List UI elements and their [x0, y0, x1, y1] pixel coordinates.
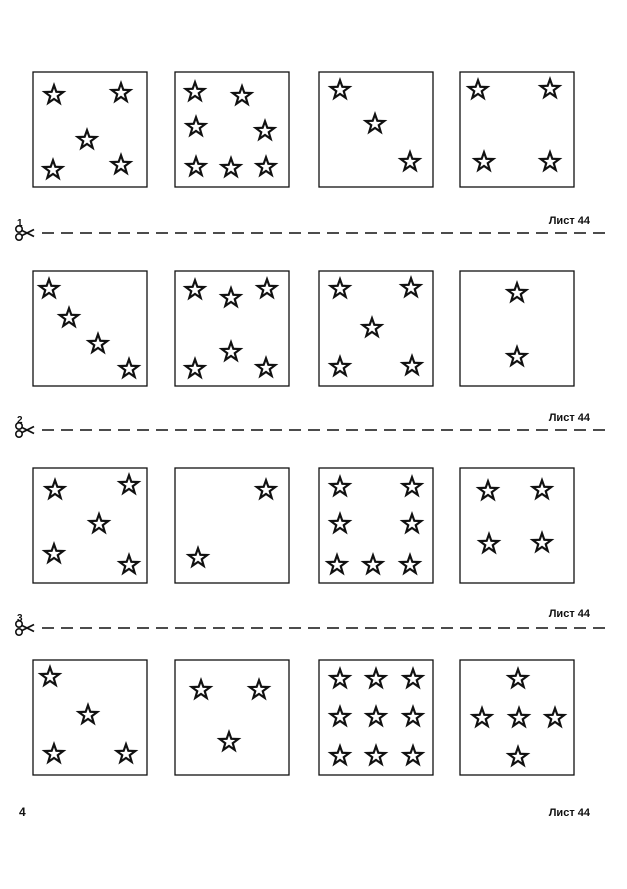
cut-line[interactable] [16, 412, 610, 437]
card-frame [175, 660, 289, 775]
card-row [33, 271, 574, 386]
star-icon [41, 157, 66, 181]
star-icon [109, 152, 134, 176]
cut-line[interactable] [16, 608, 610, 635]
star-icon [117, 472, 142, 496]
star-icon [401, 704, 426, 728]
star-icon [219, 339, 244, 363]
star-icon [364, 666, 389, 690]
cut-line-number: 3 [17, 613, 23, 624]
cut-line-number: 1 [17, 218, 23, 229]
star-icon [538, 76, 563, 100]
star-icon [538, 149, 563, 173]
star-icon [42, 541, 67, 565]
star-icon [117, 356, 142, 380]
star-icon [328, 77, 353, 101]
star-icon [505, 280, 530, 304]
star-icon [400, 474, 425, 498]
star-icon [506, 666, 531, 690]
star-icon [507, 705, 532, 729]
sheet-label: Лист 44 [548, 412, 590, 424]
star-icon [184, 114, 209, 138]
star-icon [364, 743, 389, 767]
star-icon [328, 666, 353, 690]
star-icon [466, 77, 491, 101]
star-icon [543, 705, 568, 729]
star-icon [254, 355, 279, 379]
star-icon [183, 79, 208, 103]
page-number: 4 [19, 805, 26, 819]
star-icon [38, 664, 63, 688]
star-icon [253, 118, 278, 142]
star-icon [398, 552, 423, 576]
card-row [33, 660, 574, 775]
card-row [33, 468, 574, 583]
star-icon [328, 511, 353, 535]
star-icon [361, 552, 386, 576]
star-icon [183, 277, 208, 301]
star-icon [114, 741, 139, 765]
star-icon [87, 511, 112, 535]
star-icon [75, 127, 100, 151]
star-icon [398, 149, 423, 173]
star-icon [254, 154, 279, 178]
cards-grid [33, 72, 574, 775]
sheet-label: Лист 44 [548, 215, 590, 227]
star-icon [506, 744, 531, 768]
star-icon [360, 315, 385, 339]
star-icon [37, 276, 62, 300]
star-icon [470, 705, 495, 729]
sheet-label: Лист 44 [548, 608, 590, 620]
star-icon [401, 666, 426, 690]
star-icon [217, 729, 242, 753]
star-icon [328, 276, 353, 300]
star-icon [477, 531, 502, 555]
star-icon [328, 743, 353, 767]
star-icon [76, 702, 101, 726]
star-icon [400, 353, 425, 377]
star-icon [42, 741, 67, 765]
star-icon [184, 154, 209, 178]
star-icon [530, 530, 555, 554]
star-icon [363, 111, 388, 135]
star-icon [530, 477, 555, 501]
star-icon [230, 83, 255, 107]
star-icon [255, 276, 280, 300]
star-icon [247, 677, 272, 701]
star-icon [401, 743, 426, 767]
star-icon [254, 477, 279, 501]
star-icon [219, 285, 244, 309]
star-icon [117, 552, 142, 576]
cut-line[interactable] [16, 215, 610, 240]
star-icon [186, 545, 211, 569]
stars-layer [37, 76, 568, 768]
star-icon [328, 354, 353, 378]
star-icon [183, 356, 208, 380]
star-icon [364, 704, 389, 728]
star-icon [109, 80, 134, 104]
star-icon [86, 331, 111, 355]
footer-sheet-label: Лист 44 [548, 807, 590, 819]
star-icon [219, 155, 244, 179]
star-icon [43, 477, 68, 501]
star-icon [328, 474, 353, 498]
star-icon [325, 552, 350, 576]
star-icon [189, 677, 214, 701]
star-icon [476, 478, 501, 502]
star-icon [505, 344, 530, 368]
card-frame [460, 468, 574, 583]
star-icon [42, 82, 67, 106]
cut-line-number: 2 [17, 415, 23, 426]
star-icon [328, 704, 353, 728]
star-icon [399, 275, 424, 299]
star-icon [472, 149, 497, 173]
star-icon [57, 305, 82, 329]
star-icon [400, 511, 425, 535]
